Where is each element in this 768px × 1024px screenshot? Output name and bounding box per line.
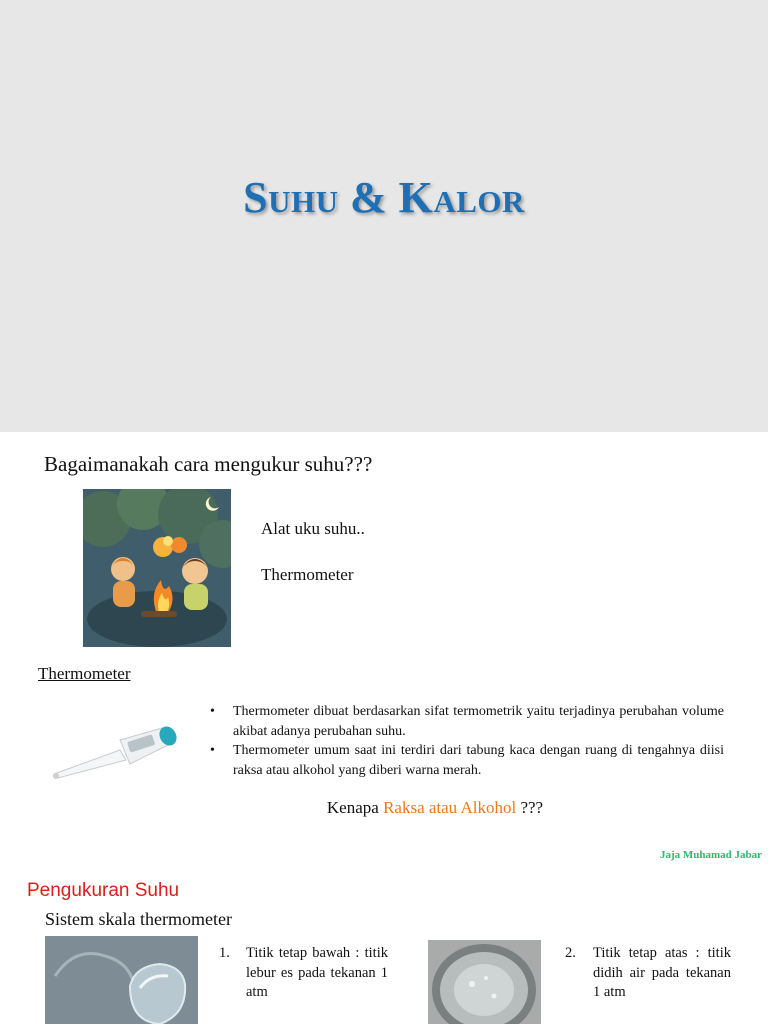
kenapa-highlight: Raksa atau Alkohol xyxy=(383,798,517,817)
campfire-icon xyxy=(83,489,231,647)
kenapa-question xyxy=(0,798,768,818)
title-slide xyxy=(0,0,768,432)
kenapa-prefix: Kenapa xyxy=(326,798,384,817)
item-number: 1. xyxy=(219,945,230,961)
question-heading: Bagaimanakah cara mengukur suhu??? xyxy=(44,452,373,476)
sistem-skala-subheading: Sistem skala thermometer xyxy=(45,909,232,929)
thermometer-icon xyxy=(50,724,180,784)
measuring-tool-text: Alat uku suhu.. xyxy=(261,519,365,538)
bullet-item: • Thermometer dibuat berdasarkan sifat termometrik yaitu terjadinya perubahan volume akibat adanya perubahan suhu. xyxy=(210,702,724,741)
item-text: Titik tetap atas : titik didih air pada tekanan 1 atm xyxy=(593,945,731,1000)
pot-icon xyxy=(428,940,541,1024)
thermometer-label: Thermometer xyxy=(261,565,354,584)
author-credit: Jaja Muhamad Jabar xyxy=(659,849,762,861)
bullet-item: • Thermometer umum saat ini terdiri dari tabung kaca dengan ruang di tengahnya diisi raksa atau alkohol yang diberi warna merah. xyxy=(210,741,724,780)
campfire-illustration xyxy=(83,489,231,647)
thermometer-bullet-list xyxy=(210,702,724,780)
ice-image xyxy=(45,936,198,1024)
ice-cube-icon xyxy=(45,936,198,1024)
pengukuran-heading: Pengukuran Suhu xyxy=(27,880,180,901)
item-number: 2. xyxy=(565,945,576,961)
kenapa-suffix: ??? xyxy=(516,798,544,817)
section-heading-thermometer: Thermometer xyxy=(38,664,131,683)
thermometer-image xyxy=(50,724,180,784)
content-slide xyxy=(0,432,768,1024)
slide-title: Suhu & Kalor xyxy=(243,173,525,222)
boiling-pot-image xyxy=(428,940,541,1024)
item-text: Titik tetap bawah : titik lebur es pada tekanan 1 atm xyxy=(246,945,388,1000)
